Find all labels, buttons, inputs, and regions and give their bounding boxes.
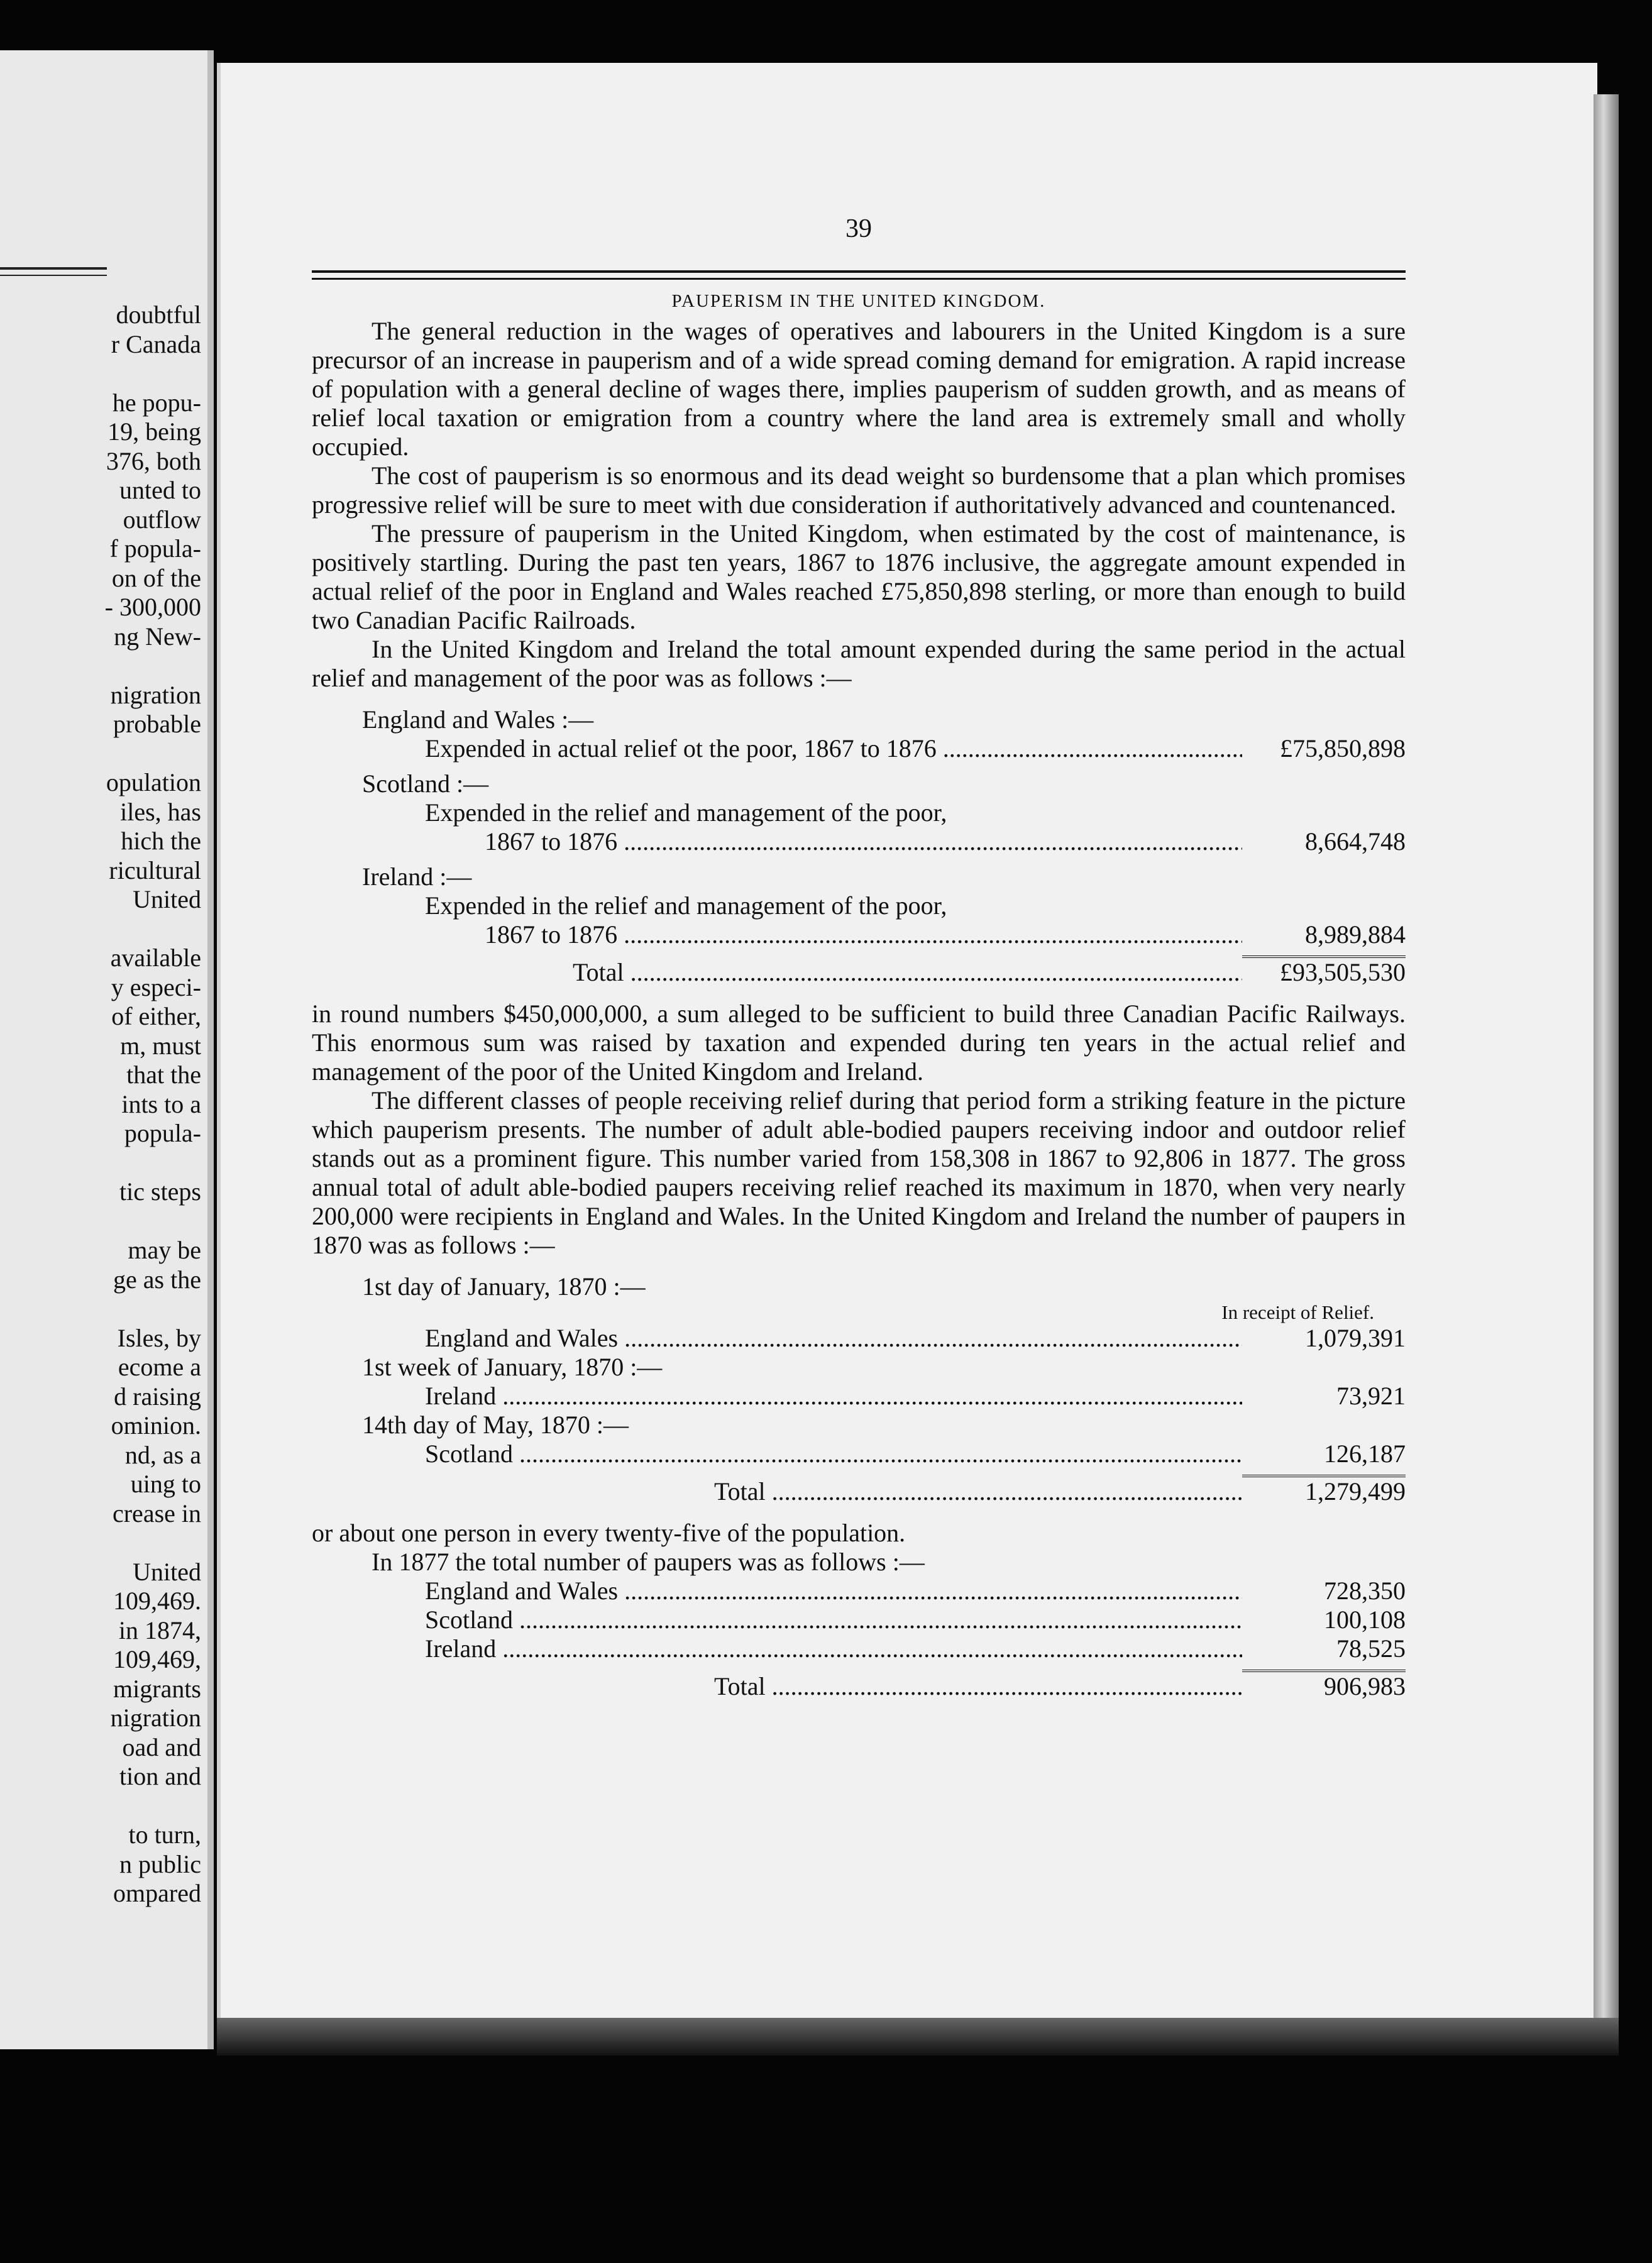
left-page-line: that the [126, 1060, 201, 1089]
left-page-line: ge as the [113, 1265, 201, 1294]
date-may-1870: 14th day of May, 1870 :— [362, 1411, 629, 1439]
england-expended-amount: £75,850,898 [1280, 734, 1406, 763]
left-page-rule [0, 267, 107, 276]
paragraph-6: The different classes of people receiving relief during that period form a striking feature in the picture which pauperism presents. The number of adult able-bodied paupers receiving indoor and outdoor relief stands out as a prominent figure. This number varied from 158,308 in 1867 to 92,806 in 1877. The gross annual total of adult able-bodied paupers receiving relief reached its maximum in 1870, when very nearly 200,000 were recipients in England and Wales. In the United Kingdom and Ireland the number of paupers in 1870 was as follows :— [312, 1086, 1406, 1259]
paragraph-2: The cost of pauperism is so enormous and its dead weight so burdensome that a plan which promises progressive relief will be sure to meet with due consideration if authoritatively advanced and countenanced. [312, 461, 1406, 519]
header-rule [312, 270, 1406, 280]
left-page-line: unted to [119, 476, 201, 504]
left-page-line: 376, both [106, 446, 201, 475]
paragraph-7: or about one person in every twenty-five of the population. [312, 1519, 906, 1547]
left-page-line: nigration [110, 1704, 201, 1732]
left-page-line: tic steps [119, 1177, 201, 1206]
left-page-line: doubtful [116, 300, 201, 329]
left-page-line: outflow [123, 505, 201, 534]
left-page-line: 109,469, [113, 1645, 201, 1673]
left-page-line: ompared [113, 1879, 201, 1907]
left-page-line: tion and [119, 1762, 201, 1790]
left-page-line: ng New- [114, 622, 201, 651]
left-page-line: nd, as a [124, 1440, 201, 1469]
left-page-line: ecome a [118, 1353, 201, 1381]
paupers-1877-table [312, 1577, 1406, 1701]
left-page-line: m, must [120, 1031, 201, 1060]
paragraph-3: The pressure of pauperism in the United Kingdom, when estimated by the cost of maintenance, is positively startling. During the past ten years, 1867 to 1876 inclusive, the aggregate amount expended in actual relief of the poor in England and Wales reached £75,850,898 sterling, or more than enough to build two Canadian Pacific Railroads. [312, 519, 1406, 634]
date-jan-1870: 1st day of January, 1870 :— [362, 1272, 646, 1301]
left-page-line: uing to [130, 1470, 201, 1498]
bottom-edge-shadow [217, 2018, 1619, 2056]
england-heading: England and Wales :— [362, 705, 594, 734]
paupers-1870-total-label: Total ..... [714, 1477, 1242, 1506]
paragraph-1: The general reduction in the wages of operatives and labourers in the United Kingdom is a sure precursor of an increase in pauperism and of a wide spread coming demand for emigration. A rapid increase of population with a general decline of wages there, implies pauperism of sudden growth, and as means of relief local taxation or emigration from a country where the land area is extremely small and wholly occupied. [312, 317, 1406, 461]
england-1870-label: England and Wales ..... [425, 1324, 1242, 1353]
ireland-expended-label: Expended in the relief and management of the poor, [425, 891, 947, 920]
scotland-expended-years: 1867 to 1876 ..... [485, 827, 1242, 856]
england-1877-label: England and Wales ..... [425, 1577, 1242, 1605]
left-page-line: - 300,000 [104, 593, 201, 621]
paupers-1870-table [312, 1272, 1406, 1506]
left-page-line: migrants [113, 1674, 201, 1703]
ireland-1870-label: Ireland ..... [425, 1382, 1242, 1411]
paragraph-4: In the United Kingdom and Ireland the total amount expended during the same period in the actual relief and management of the poor was as follows :— [312, 635, 1406, 692]
ireland-expended-amount: 8,989,884 [1305, 920, 1406, 949]
left-page-line: n public [119, 1849, 201, 1878]
paupers-1870-total-amount: 1,279,499 [1242, 1475, 1406, 1506]
left-page-line: of either, [111, 1002, 201, 1030]
expenditure-table [312, 705, 1406, 987]
england-1870-amount: 1,079,391 [1305, 1324, 1406, 1352]
england-1877-amount: 728,350 [1324, 1577, 1406, 1605]
ireland-heading: Ireland :— [362, 862, 472, 891]
left-page-line: crease in [112, 1499, 201, 1528]
left-page-line: hich the [121, 827, 201, 855]
paragraph-8: In 1877 the total number of paupers was as follows :— [372, 1548, 925, 1576]
scotland-1877-amount: 100,108 [1324, 1605, 1406, 1634]
scotland-heading: Scotland :— [362, 769, 489, 798]
left-page-line: ominion. [111, 1411, 201, 1440]
main-page [217, 63, 1597, 2018]
paupers-1877-total-amount: 906,983 [1242, 1670, 1406, 1701]
ireland-expended-years: 1867 to 1876 ..... [485, 920, 1242, 949]
date-week-jan-1870: 1st week of January, 1870 :— [362, 1353, 663, 1381]
page-number: 39 [845, 214, 872, 243]
left-page-line: in 1874, [118, 1616, 201, 1644]
left-page-line: nigration [110, 680, 201, 709]
left-page-line: he popu- [112, 388, 201, 417]
paragraph-5: in round numbers $450,000,000, a sum alleged to be sufficient to build three Canadian Pacific Railways. This enormous sum was raised by taxation and expended during ten years in the actual relief and management of the poor of the United Kingdom and Ireland. [312, 999, 1406, 1086]
expenditure-total-label: Total ..... [573, 958, 1242, 987]
relief-column-header: In receipt of Relief. [1221, 1301, 1374, 1323]
left-page-line: popula- [124, 1119, 201, 1147]
section-title: PAUPERISM IN THE UNITED KINGDOM. [671, 291, 1046, 311]
paupers-1877-total-label: Total ..... [714, 1672, 1242, 1701]
left-page-line: y especi- [111, 972, 201, 1001]
ireland-1870-amount: 73,921 [1336, 1382, 1406, 1410]
left-page-line: d raising [114, 1382, 201, 1411]
scotland-expended-label: Expended in the relief and management of the poor, [425, 798, 947, 827]
left-page-line: may be [128, 1236, 201, 1264]
scotland-expended-amount: 8,664,748 [1305, 827, 1406, 856]
left-page-line: probable [113, 710, 201, 738]
left-page-line: to turn, [128, 1820, 201, 1849]
scotland-1870-amount: 126,187 [1324, 1440, 1406, 1468]
expenditure-total-amount: £93,505,530 [1242, 955, 1406, 987]
left-page-line: available [110, 944, 201, 972]
left-page-line: f popula- [109, 534, 201, 563]
left-page-line: on of the [111, 563, 201, 592]
left-page-line: United [133, 1557, 201, 1586]
left-facing-page [0, 50, 214, 2049]
left-page-line: ints to a [121, 1089, 201, 1118]
left-page-line: iles, has [120, 797, 201, 826]
ireland-1877-amount: 78,525 [1336, 1634, 1406, 1663]
left-page-line: United [133, 885, 201, 913]
left-page-line: r Canada [111, 329, 201, 358]
scotland-1877-label: Scotland ..... [425, 1605, 1242, 1634]
scotland-1870-label: Scotland ..... [425, 1440, 1242, 1468]
left-page-line: opulation [106, 768, 201, 796]
england-expended-label: Expended in actual relief ot the poor, 1867 to 1876 ..... [425, 734, 1242, 763]
ireland-1877-label: Ireland ..... [425, 1634, 1242, 1663]
left-page-line: 19, being [107, 417, 201, 446]
page-content [312, 214, 1406, 1701]
left-page-line: oad and [122, 1732, 201, 1761]
left-page-line: 109,469. [113, 1587, 201, 1615]
left-page-line: Isles, by [117, 1323, 201, 1352]
left-page-line: ricultural [109, 856, 201, 884]
page-edge-shadow [1594, 94, 1619, 2018]
